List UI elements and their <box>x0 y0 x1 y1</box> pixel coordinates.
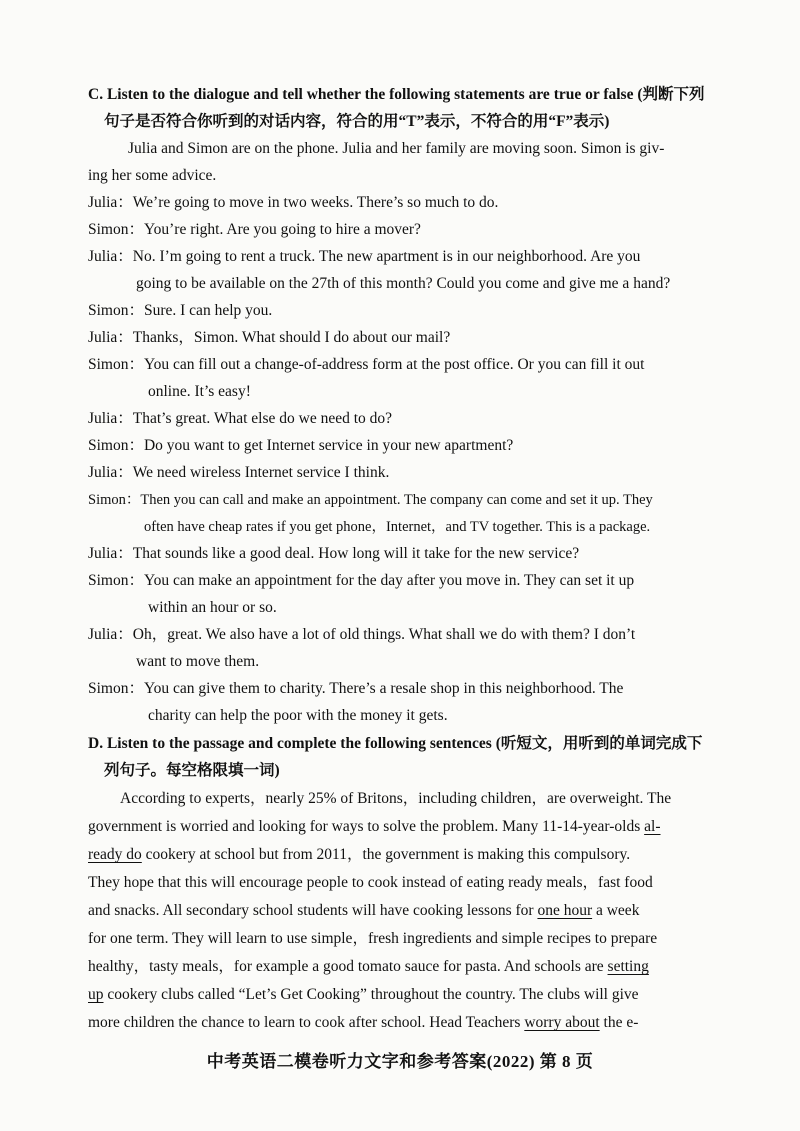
dialogue-line: online. It’s easy! <box>148 383 251 400</box>
dialogue-line: within an hour or so. <box>148 599 277 616</box>
dialogue-line: Julia：Thanks，Simon. What should I do about our mail? <box>88 329 451 346</box>
passage-line <box>88 985 639 1005</box>
dialogue-line: Simon：You can make an appointment for the day after you move in. They can set it up <box>88 572 635 589</box>
passage-line: They hope that this will encourage people to cook instead of eating ready meals，fast food <box>88 874 653 891</box>
dialogue-line: Julia：That’s great. What else do we need to do? <box>88 410 393 427</box>
answer-blank-text: up <box>88 986 104 1003</box>
section-c-intro-line2: ing her some advice. <box>88 167 217 184</box>
section-d-heading-line2: 列句子。每空格限填一词) <box>104 762 280 779</box>
page-footer: 中考英语二模卷听力文字和参考答案(2022) 第 8 页 <box>206 1052 594 1071</box>
passage-text: government is worried and looking for ways to solve the problem. Many 11-14-year-olds <box>88 818 645 835</box>
passage-text: more children the chance to learn to cook after school. Head Teachers <box>88 1014 525 1031</box>
dialogue-line: Julia：Oh，great. We also have a lot of old things. What shall we do with them? I don’t <box>88 626 636 643</box>
dialogue-line: Simon：Do you want to get Internet service in your new apartment? <box>88 437 514 454</box>
dialogue-line: Julia：No. I’m going to rent a truck. The new apartment is in our neighborhood. Are you <box>88 248 641 265</box>
passage-line <box>88 957 649 977</box>
dialogue-line: Simon：You can give them to charity. There’s a resale shop in this neighborhood. The <box>88 680 624 697</box>
answer-blank-text: worry about <box>524 1014 600 1031</box>
section-c-intro-line1: Julia and Simon are on the phone. Julia and her family are moving soon. Simon is giv- <box>128 140 665 157</box>
dialogue-line: Julia：We need wireless Internet service I think. <box>88 464 390 481</box>
dialogue-line: often have cheap rates if you get phone，Internet，and TV together. This is a package. <box>144 519 651 535</box>
passage-line <box>88 1013 638 1033</box>
section-c-heading-line1: C. Listen to the dialogue and tell whether the following statements are true or false (判断下列 <box>88 86 705 103</box>
passage-line <box>88 817 661 837</box>
dialogue-line: Simon：You’re right. Are you going to hire a mover? <box>88 221 421 238</box>
section-c-heading-line2: 句子是否符合你听到的对话内容，符合的用“T”表示，不符合的用“F”表示) <box>104 113 610 130</box>
answer-blank-text: ready do <box>88 846 142 863</box>
passage-line: According to experts，nearly 25% of Britons，including children，are overweight. The <box>120 790 672 807</box>
dialogue-line: Simon：Then you can call and make an appointment. The company can come and set it up. They <box>88 492 653 508</box>
answer-blank-text: one hour <box>537 902 593 919</box>
dialogue-line: Simon：Sure. I can help you. <box>88 302 273 319</box>
dialogue-line: going to be available on the 27th of this month? Could you come and give me a hand? <box>136 275 671 292</box>
passage-text: cookery at school but from 2011，the government is making this compulsory. <box>141 846 631 863</box>
passage-line <box>88 901 639 921</box>
answer-blank-text: setting <box>607 958 649 975</box>
dialogue-line: Julia：We’re going to move in two weeks. There’s so much to do. <box>88 194 499 211</box>
dialogue-line: charity can help the poor with the money it gets. <box>148 707 448 724</box>
passage-text: healthy，tasty meals，for example a good tomato sauce for pasta. And schools are <box>88 958 608 975</box>
dialogue-line: Julia：That sounds like a good deal. How long will it take for the new service? <box>88 545 580 562</box>
dialogue-line: Simon：You can fill out a change-of-address form at the post office. Or you can fill it out <box>88 356 645 373</box>
section-d-heading-line1: D. Listen to the passage and complete the following sentences (听短文，用听到的单词完成下 <box>88 735 703 752</box>
passage-text: a week <box>592 902 640 919</box>
passage-text: cookery clubs called “Let’s Get Cooking” throughout the country. The clubs will give <box>103 986 639 1003</box>
answer-blank-text: al- <box>644 818 661 835</box>
dialogue-line: want to move them. <box>136 653 260 670</box>
passage-text: the e- <box>599 1014 639 1031</box>
passage-line <box>88 845 630 865</box>
passage-line: for one term. They will learn to use simple，fresh ingredients and simple recipes to prepare <box>88 930 658 947</box>
passage-text: and snacks. All secondary school students will have cooking lessons for <box>88 902 538 919</box>
